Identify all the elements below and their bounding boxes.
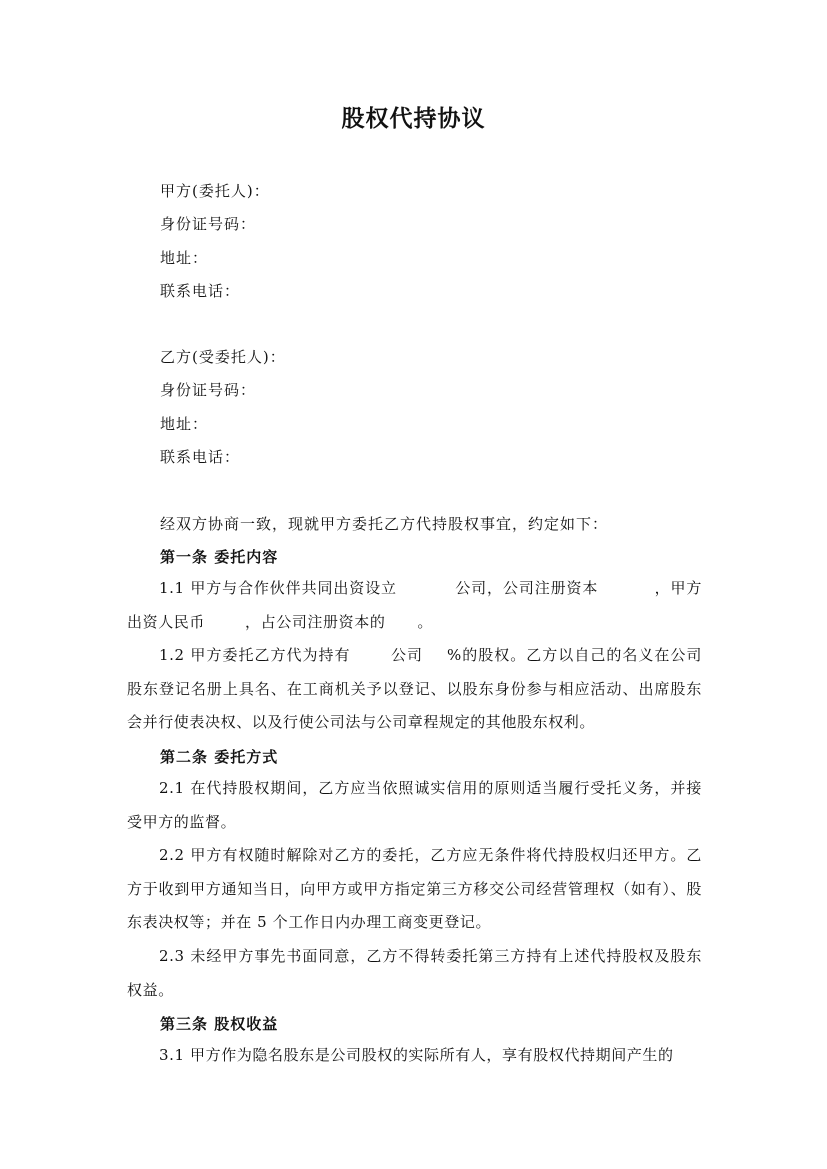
article-2-1: 2.1 在代持股权期间，乙方应当依照诚实信用的原则适当履行受托义务，并接受甲方的监督。 [127,779,702,831]
article-2-2: 2.2 甲方有权随时解除对乙方的委托，乙方应无条件将代持股权归还甲方。乙方于收到甲方通知当日，向甲方或甲方指定第三方移交公司经营管理权（如有）、股东表决权等；并在 5 个工作日内办理工商变更登记。 [127,846,702,931]
party-b-id-label: 身份证号码： [160,381,257,399]
article-1-1-part-a: 1.1 甲方与合作伙伴共同出资设立 [159,579,397,597]
party-a-id-label: 身份证号码： [160,215,257,233]
article-1-2 [127,639,702,740]
article-1-2-part-c: %的股权。乙方以自己的名义在公司股东登记名册上具名、在工商机关予以登记、以股东身份参与相应活动、出席股东会并行使表决权、以及行使公司法与公司章程规定的其他股东权利。 [127,646,702,731]
article-1-1-part-b: 公司，公司注册资本 [454,579,599,597]
article-3-1: 3.1 甲方作为隐名股东是公司股权的实际所有人，享有股权代持期间产生的 [159,1046,674,1064]
party-b-phone-label: 联系电话： [160,448,241,466]
article-1-2-part-a: 1.2 甲方委托乙方代为持有 [159,646,351,664]
article-2-3: 2.3 未经甲方事先书面同意，乙方不得转委托第三方持有上述代持股权及股东权益。 [127,947,702,999]
party-b-name-label: 乙方(受委托人)： [160,348,286,366]
document-title: 股权代持协议 [341,105,486,132]
article-1-heading: 第一条 委托内容 [160,548,279,566]
party-a-phone-label: 联系电话： [160,282,241,300]
article-1-1 [127,572,702,639]
article-1-2-part-b: 公司 [390,646,423,664]
intro-text: 经双方协商一致，现就甲方委托乙方代持股权事宜，约定如下： [160,515,609,533]
party-a-name-label: 甲方(委托人)： [160,182,270,200]
article-1-1-part-d: ，占公司注册资本的 [245,612,386,631]
article-1-1-part-c: ，甲方出资人民币 [127,579,702,631]
article-1-1-part-e: 。 [417,612,434,631]
article-2-heading: 第二条 委托方式 [160,748,279,766]
article-3-heading: 第三条 股权收益 [160,1015,279,1033]
party-a-address-label: 地址： [160,249,209,267]
party-b-address-label: 地址： [160,415,209,433]
